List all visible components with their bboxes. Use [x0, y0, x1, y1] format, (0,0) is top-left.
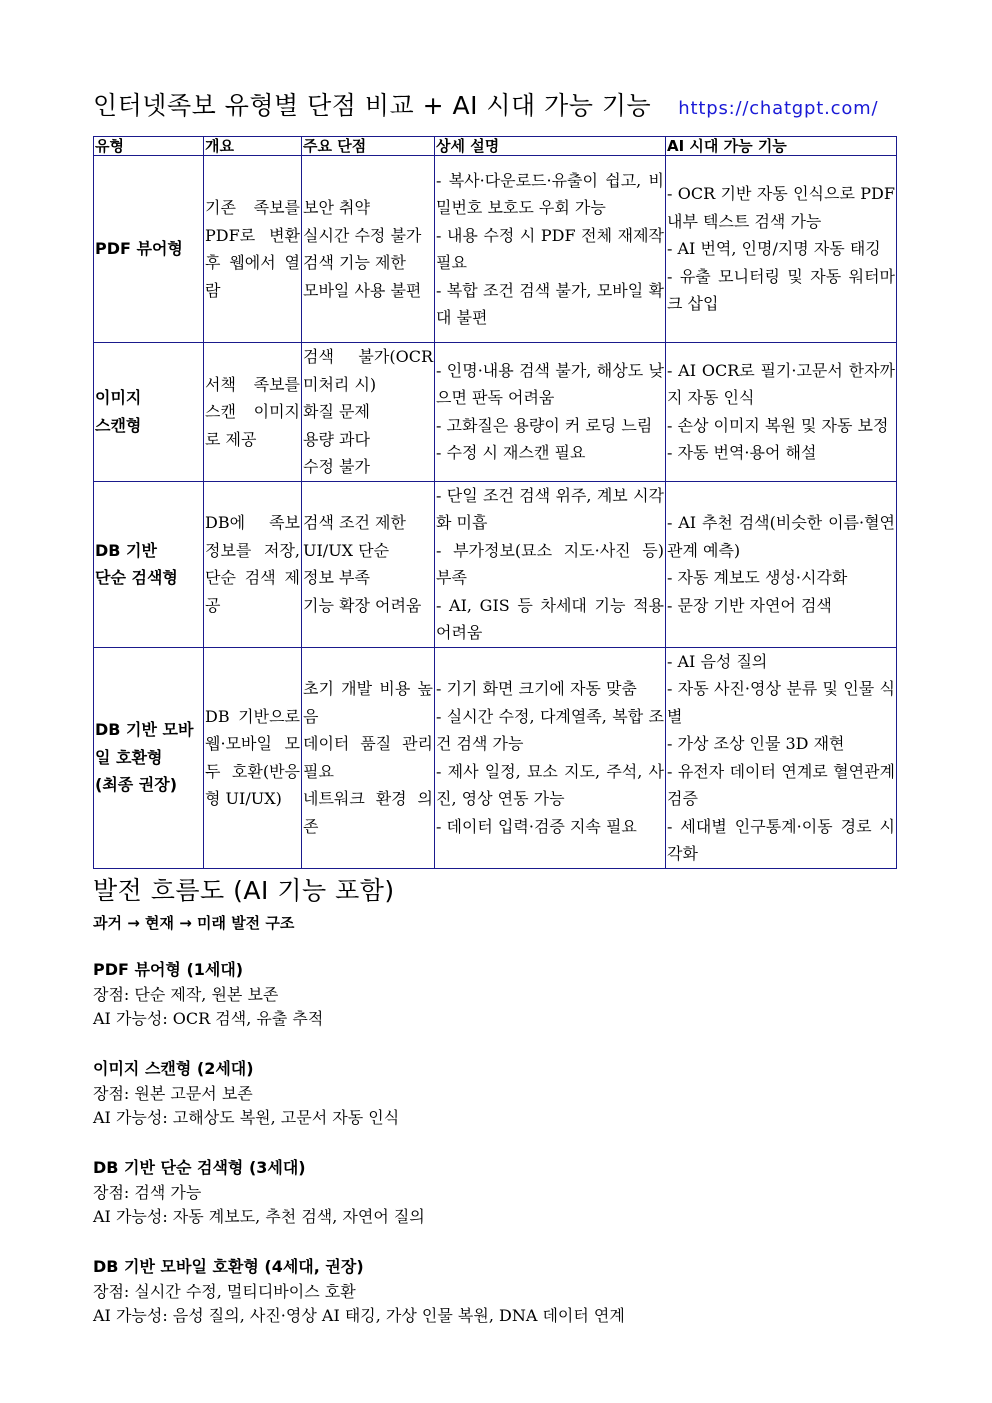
table-row-image-scan [94, 343, 897, 482]
generation-ai: AI 가능성: OCR 검색, 유출 추적 [93, 1009, 324, 1028]
cons-item: 검색 기능 제한 [303, 253, 406, 272]
type-cell [94, 481, 204, 647]
title-line [93, 86, 878, 122]
detail-item: - 고화질은 용량이 커 로딩 느림 [436, 415, 653, 435]
type-cell [94, 156, 204, 343]
detail-cell [435, 647, 666, 868]
header-detail: 상세 설명 [435, 137, 666, 156]
ai-item: - OCR 기반 자동 인식으로 PDF 내부 텍스트 검색 가능 [667, 184, 895, 231]
cons-cell [302, 481, 435, 647]
cons-item: 검색 조건 제한 [303, 513, 406, 532]
ai-item: - 세대별 인구통계·이동 경로 시각화 [667, 816, 895, 863]
generation-block-2 [93, 1057, 399, 1131]
overview-text: 서책 족보를 스캔 이미지로 제공 [205, 374, 300, 449]
overview-cell [204, 343, 302, 482]
cons-cell [302, 156, 435, 343]
header-ai: AI 시대 가능 기능 [666, 137, 897, 156]
detail-cell [435, 156, 666, 343]
type-label: 단순 검색형 [95, 568, 178, 587]
ai-item: - 유전자 데이터 연계로 혈연관계 검증 [667, 761, 895, 808]
ai-item: - 손상 이미지 복원 및 자동 보정 [667, 415, 889, 435]
generation-ai: AI 가능성: 음성 질의, 사진·영상 AI 태깅, 가상 인물 복원, DNA 데이터 연계 [93, 1306, 625, 1325]
table-header-row [94, 137, 897, 156]
overview-text: DB에 족보 정보를 저장, 단순 검색 제공 [205, 513, 300, 615]
ai-item: - 자동 사진·영상 분류 및 인물 식별 [667, 679, 895, 726]
source-url-link[interactable]: https://chatgpt.com/ [678, 98, 879, 119]
cons-item: 초기 개발 비용 높음 [303, 679, 433, 726]
generation-heading: DB 기반 단순 검색형 (3세대) [93, 1158, 306, 1177]
generation-block-4 [93, 1255, 625, 1329]
cons-item: 수정 불가 [303, 457, 370, 476]
generation-heading: DB 기반 모바일 호환형 (4세대, 권장) [93, 1257, 364, 1276]
generation-pros: 장점: 단순 제작, 원본 보존 [93, 984, 279, 1004]
detail-item: - 수정 시 재스캔 필요 [436, 443, 586, 463]
detail-cell [435, 481, 666, 647]
ai-item: - 자동 계보도 생성·시각화 [667, 568, 848, 587]
cons-cell [302, 343, 435, 482]
ai-cell [666, 481, 897, 647]
table-row-pdf [94, 156, 897, 343]
generation-pros: 장점: 검색 가능 [93, 1182, 202, 1202]
ai-item: - AI 번역, 인명/지명 자동 태깅 [667, 239, 881, 259]
generation-block-3 [93, 1156, 425, 1230]
overview-cell [204, 156, 302, 343]
cons-item: 화질 문제 [303, 402, 370, 421]
generation-pros: 장점: 원본 고문서 보존 [93, 1083, 253, 1103]
ai-item: - 유출 모니터링 및 자동 워터마크 삽입 [667, 266, 895, 314]
cons-item: 네트워크 환경 의존 [303, 789, 433, 836]
generation-heading: PDF 뷰어형 (1세대) [93, 960, 244, 979]
ai-item: - 문장 기반 자연어 검색 [667, 595, 832, 615]
header-overview: 개요 [204, 137, 302, 156]
overview-cell [204, 647, 302, 868]
generation-heading: 이미지 스캔형 (2세대) [93, 1059, 254, 1078]
table-row-db-mobile [94, 647, 897, 868]
cons-item: 실시간 수정 불가 [303, 225, 422, 245]
detail-item: - 인명·내용 검색 불가, 해상도 낮으면 판독 어려움 [436, 360, 664, 408]
overview-text: 기존 족보를 PDF로 변환 후 웹에서 열람 [205, 198, 300, 300]
cons-item: 데이터 품질 관리 필요 [303, 734, 433, 781]
detail-item: - 복합 조건 검색 불가, 모바일 확대 불편 [436, 280, 664, 327]
type-label: DB 기반 [95, 540, 157, 560]
detail-item: - 단일 조건 검색 위주, 계보 시각화 미흡 [436, 485, 664, 532]
type-label: PDF 뷰어형 [95, 239, 183, 259]
detail-item: - 실시간 수정, 다계열족, 복합 조건 검색 가능 [436, 706, 664, 753]
ai-item: - AI OCR로 필기·고문서 한자까지 자동 인식 [667, 360, 895, 408]
cons-item: 보안 취약 [303, 198, 370, 217]
table-row-db-search [94, 481, 897, 647]
type-label: 스캔형 [95, 415, 142, 435]
header-type: 유형 [94, 137, 204, 156]
ai-item: - 자동 번역·용어 해설 [667, 443, 817, 463]
cons-item: 용량 과다 [303, 429, 370, 449]
generation-ai: AI 가능성: 자동 계보도, 추천 검색, 자연어 질의 [93, 1207, 425, 1226]
generation-pros: 장점: 실시간 수정, 멀티디바이스 호환 [93, 1281, 356, 1301]
ai-item: - AI 음성 질의 [667, 651, 768, 671]
header-cons: 주요 단점 [302, 137, 435, 156]
flow-subtitle: 과거 → 현재 → 미래 발전 구조 [93, 914, 295, 932]
detail-item: - 제사 일정, 묘소 지도, 주석, 사진, 영상 연동 가능 [436, 761, 664, 808]
cons-item: 모바일 사용 불편 [303, 280, 422, 300]
cons-cell [302, 647, 435, 868]
ai-cell [666, 343, 897, 482]
type-label-recommended: (최종 권장) [95, 775, 178, 795]
cons-item: UI/UX 단순 [303, 540, 390, 560]
comparison-table [93, 136, 897, 869]
type-cell [94, 647, 204, 868]
detail-item: - AI, GIS 등 차세대 기능 적용 어려움 [436, 595, 664, 642]
cons-item: 기능 확장 어려움 [303, 595, 422, 615]
generation-ai: AI 가능성: 고해상도 복원, 고문서 자동 인식 [93, 1108, 400, 1127]
page-title: 인터넷족보 유형별 단점 비교 + AI 시대 가능 기능 [93, 91, 652, 120]
cons-item: 검색 불가(OCR 미처리 시) [303, 347, 433, 394]
detail-item: - 복사·다운로드·유출이 쉽고, 비밀번호 보호도 우회 가능 [436, 170, 664, 217]
ai-item: - AI 추천 검색(비슷한 이름·혈연관계 예측) [667, 513, 895, 560]
ai-cell [666, 156, 897, 343]
detail-item: - 기기 화면 크기에 자동 맞춤 [436, 679, 637, 698]
detail-item: - 내용 수정 시 PDF 전체 재제작 필요 [436, 225, 664, 272]
ai-cell [666, 647, 897, 868]
type-label: 이미지 [95, 388, 142, 408]
flow-title: 발전 흐름도 (AI 기능 포함) [93, 876, 395, 905]
overview-text: DB 기반으로 웹·모바일 모두 호환(반응형 UI/UX) [205, 706, 300, 808]
cons-item: 정보 부족 [303, 568, 370, 587]
detail-item: - 부가정보(묘소 지도·사진 등) 부족 [436, 540, 664, 587]
type-label: DB 기반 모바일 호환형 [95, 720, 194, 767]
detail-item: - 데이터 입력·검증 지속 필요 [436, 816, 637, 836]
generation-block-1 [93, 958, 323, 1032]
ai-item: - 가상 조상 인물 3D 재현 [667, 734, 845, 753]
detail-cell [435, 343, 666, 482]
type-cell [94, 343, 204, 482]
overview-cell [204, 481, 302, 647]
